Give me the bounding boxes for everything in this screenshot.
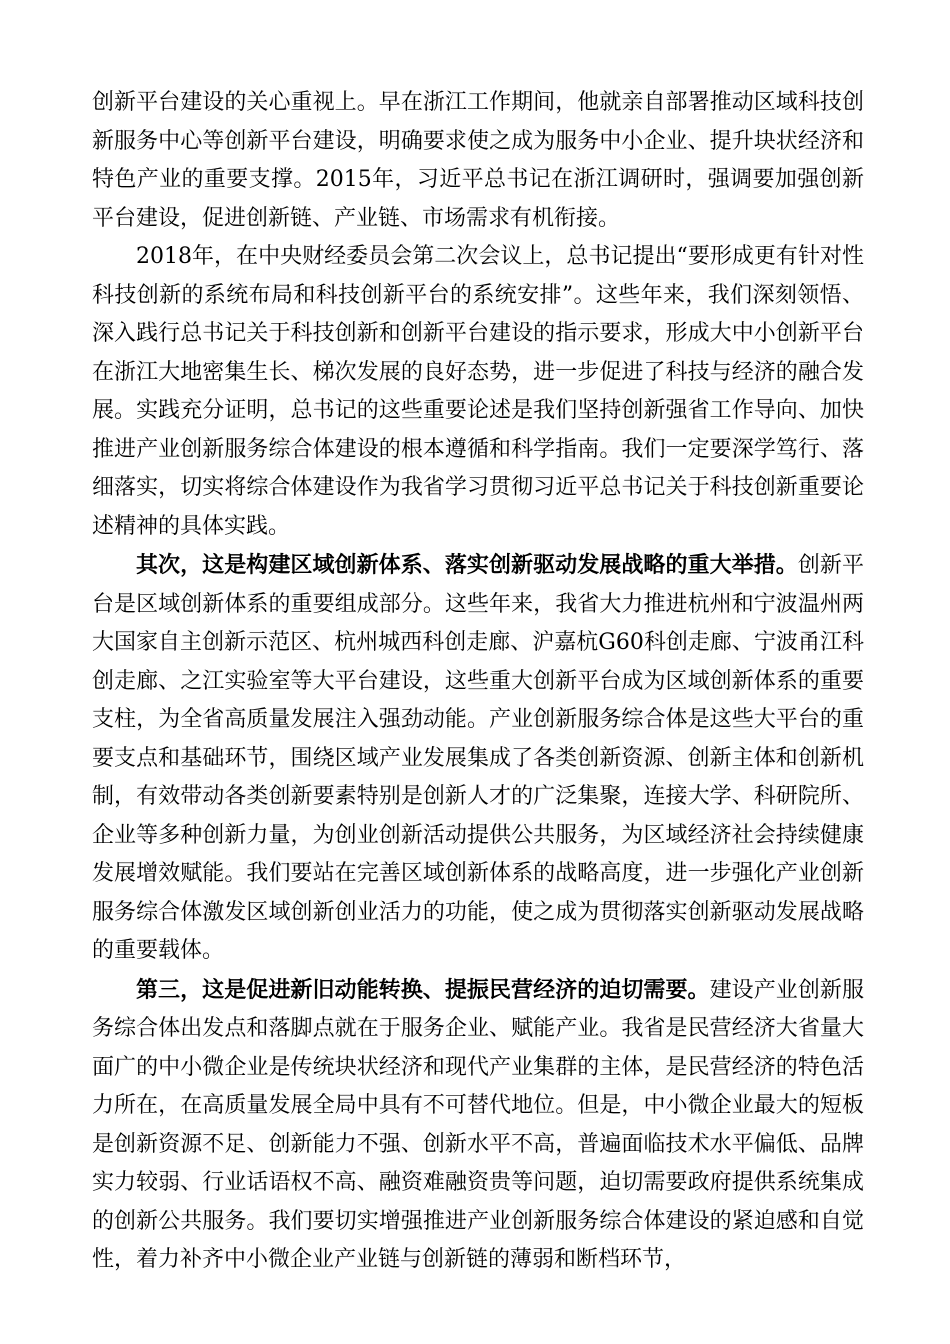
paragraph-1-text: 创新平台建设的关心重视上。早在浙江工作期间，他就亲自部署推动区域科技创新服务中心等创新平台建设，明确要求使之成为服务中小企业、提升块状经济和特色产业的重要支撑。2015年，习近平总书记在浙江调研时，强调要加强创新平台建设，促进创新链、产业链、市场需求有机衔接。 bbox=[92, 90, 864, 231]
document-page bbox=[92, 84, 864, 1280]
paragraph-2 bbox=[92, 238, 864, 546]
paragraph-1 bbox=[92, 84, 864, 238]
paragraph-4-heading: 第三，这是促进新旧动能转换、提振民营经济的迫切需要。 bbox=[136, 976, 710, 1003]
paragraph-2-text: 2018年，在中央财经委员会第二次会议上，总书记提出“要形成更有针对性科技创新的系统布局和科技创新平台的系统安排”。这些年来，我们深刻领悟、深入践行总书记关于科技创新和创新平台建设的指示要求，形成大中小创新平台在浙江大地密集生长、梯次发展的良好态势，进一步促进了科技与经济的融合发展。实践充分证明，总书记的这些重要论述是我们坚持创新强省工作导向、加快推进产业创新服务综合体建设的根本遵循和科学指南。我们一定要深学笃行、落细落实，切实将综合体建设作为我省学习贯彻习近平总书记关于科技创新重要论述精神的具体实践。 bbox=[92, 244, 864, 539]
paragraph-3 bbox=[92, 546, 864, 971]
paragraph-3-heading: 其次，这是构建区域创新体系、落实创新驱动发展战略的重大举措。 bbox=[136, 552, 798, 578]
paragraph-3-text: 创新平台是区域创新体系的重要组成部分。这些年来，我省大力推进杭州和宁波温州两大国家自主创新示范区、杭州城西科创走廊、沪嘉杭G60科创走廊、宁波甬江科创走廊、之江实验室等大平台建设，这些重大创新平台成为区域创新体系的重要支柱，为全省高质量发展注入强劲动能。产业创新服务综合体是这些大平台的重要支点和基础环节，围绕区域产业发展集成了各类创新资源、创新主体和创新机制，有效带动各类创新要素特别是创新人才的广泛集聚，连接大学、科研院所、企业等多种创新力量，为创业创新活动提供公共服务，为区域经济社会持续健康发展增效赋能。我们要站在完善区域创新体系的战略高度，进一步强化产业创新服务综合体激发区域创新创业活力的功能，使之成为贯彻落实创新驱动发展战略的重要载体。 bbox=[92, 553, 864, 963]
paragraph-4 bbox=[92, 971, 864, 1280]
paragraph-4-text: 建设产业创新服务综合体出发点和落脚点就在于服务企业、赋能产业。我省是民营经济大省量大面广的中小微企业是传统块状经济和现代产业集群的主体，是民营经济的特色活力所在，在高质量发展全局中具有不可替代地位。但是，中小微企业最大的短板是创新资源不足、创新能力不强、创新水平不高，普遍面临技术水平偏低、品牌实力较弱、行业话语权不高、融资难融资贵等问题，迫切需要政府提供系统集成的创新公共服务。我们要切实增强推进产业创新服务综合体建设的紧迫感和自觉性，着力补齐中小微企业产业链与创新链的薄弱和断档环节， bbox=[92, 977, 864, 1272]
